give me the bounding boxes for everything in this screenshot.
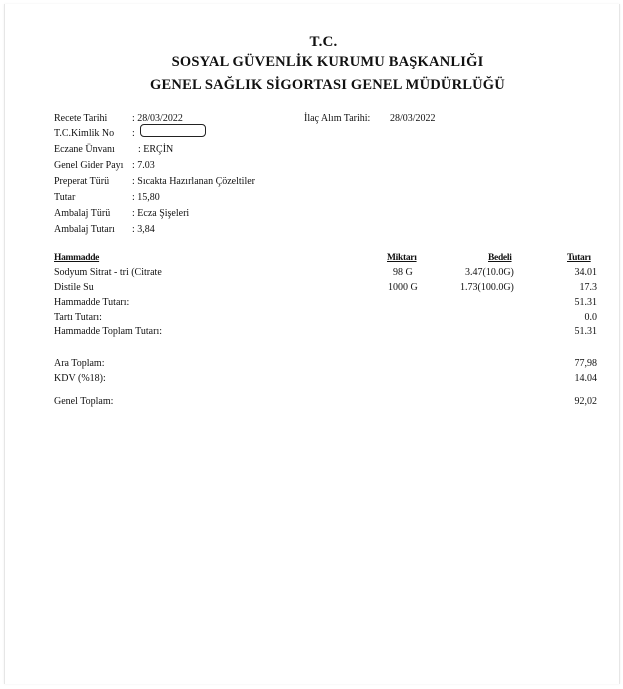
ambalaj-tutari-value: : 3,84 xyxy=(132,224,155,235)
eczane-label: Eczane Ünvanı xyxy=(54,144,115,155)
table-row-2-tutari: 17.3 xyxy=(579,282,597,293)
tc-kimlik-label: T.C.Kimlik No xyxy=(54,128,115,139)
kdv-value: 14.04 xyxy=(574,373,597,384)
table-row-1-tutari: 34.01 xyxy=(574,267,597,278)
ara-toplam-value: 77,98 xyxy=(574,358,597,369)
gider-payi-label: Genel Gider Payı xyxy=(54,160,124,171)
ilac-alim-label: İlaç Alım Tarihi: xyxy=(304,113,371,124)
preperat-value: : Sıcakta Hazırlanan Çözeltiler xyxy=(132,176,256,187)
table-row-2-hammadde: Distile Su xyxy=(54,282,94,293)
preperat-label: Preperat Türü xyxy=(54,176,110,187)
ara-toplam-label: Ara Toplam: xyxy=(54,358,105,369)
table-row-2-bedeli: 1.73(100.0G) xyxy=(460,282,514,293)
table-row-1-bedeli: 3.47(10.0G) xyxy=(465,267,514,278)
ambalaj-turu-label: Ambalaj Türü xyxy=(54,208,111,219)
ilac-alim-value: 28/03/2022 xyxy=(390,113,436,124)
hammadde-tutari-label: Hammadde Tutarı: xyxy=(54,297,130,308)
table-row-1-hammadde: Sodyum Sitrat - tri (Citrate xyxy=(54,267,162,278)
tarti-tutari-label: Tartı Tutarı: xyxy=(54,312,102,323)
ambalaj-turu-value: : Ecza Şişeleri xyxy=(132,208,190,219)
table-row-2-miktar: 1000 G xyxy=(388,282,418,293)
col-tutari-header: Tutarı xyxy=(567,253,591,263)
col-hammadde-header: Hammadde xyxy=(54,253,100,263)
kdv-label: KDV (%18): xyxy=(54,373,106,384)
tutar-label: Tutar xyxy=(54,192,76,203)
col-bedeli-header: Bedeli xyxy=(488,253,512,263)
page-frame xyxy=(4,4,620,684)
header-institution: SOSYAL GÜVENLİK KURUMU BAŞKANLIĞI xyxy=(171,54,484,70)
hammadde-tutari-value: 51.31 xyxy=(574,297,597,308)
gider-payi-value: : 7.03 xyxy=(132,160,155,171)
hammadde-toplam-value: 51.31 xyxy=(574,326,597,337)
tarti-tutari-value: 0.0 xyxy=(584,312,597,323)
ambalaj-tutari-label: Ambalaj Tutarı xyxy=(54,224,115,235)
header-directorate: GENEL SAĞLIK SİGORTASI GENEL MÜDÜRLÜĞÜ xyxy=(150,77,505,93)
redacted-id-box xyxy=(140,124,206,137)
genel-toplam-label: Genel Toplam: xyxy=(54,396,114,407)
eczane-value: : ERÇİN xyxy=(138,144,174,155)
recete-tarihi-label: Recete Tarihi xyxy=(54,113,108,124)
genel-toplam-value: 92,02 xyxy=(574,396,597,407)
table-row-1-miktar: 98 G xyxy=(393,267,413,278)
col-miktar-header: Miktarı xyxy=(387,253,417,263)
tc-kimlik-value: : xyxy=(132,128,135,139)
tutar-value: : 15,80 xyxy=(132,192,160,203)
recete-tarihi-value: : 28/03/2022 xyxy=(132,113,183,124)
header-tc: T.C. xyxy=(309,34,338,50)
hammadde-toplam-label: Hammadde Toplam Tutarı: xyxy=(54,326,162,337)
